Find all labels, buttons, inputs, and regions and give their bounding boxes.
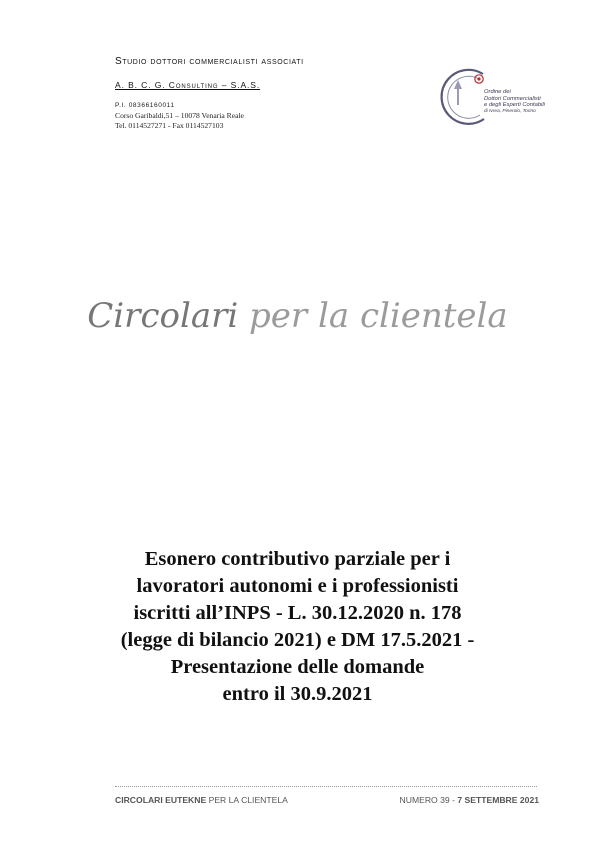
title-line-6: entro il 30.9.2021 [222, 683, 373, 705]
footer-issue-number: NUMERO 39 - [399, 795, 458, 805]
brand-wordmark [0, 296, 595, 336]
phone-fax-line: Tel. 0114527271 - Fax 0114527103 [115, 120, 224, 130]
footer-series-bold: CIRCOLARI EUTEKNE [115, 795, 207, 805]
ordine-logo-text [484, 89, 545, 115]
vat-number: P.I. 08366160011 [115, 102, 175, 109]
firm-name: A. B. C. G. Consulting – S.A.S. [115, 80, 261, 90]
footer-series-rest: PER LA CLIENTELA [206, 795, 288, 805]
logo-line-4: di Ivrea, Pinerolo, Torino [484, 108, 536, 114]
footer-series [115, 795, 288, 805]
title-line-4: (legge di bilancio 2021) e DM 17.5.2021 - [120, 629, 475, 651]
footer-issue-date: 7 SETTEMBRE 2021 [457, 795, 539, 805]
document-title [100, 546, 495, 708]
brand-word-clientela: per la clientela [249, 296, 508, 336]
title-line-1: Esonero contributivo parziale per i [144, 548, 451, 570]
footer-issue [400, 795, 539, 805]
address-line: Corso Garibaldi,51 – 10078 Venaria Reale [115, 111, 244, 120]
title-line-2: lavoratori autonomi e i professionisti [136, 575, 459, 597]
logo-line-2: Dottori Commercialisti [484, 95, 541, 102]
footer-divider [115, 786, 537, 787]
title-line-5: Presentazione delle domande [170, 656, 425, 678]
studio-heading: Studio dottori commercialisti associati [115, 56, 304, 67]
brand-word-circolari: Circolari [87, 296, 239, 336]
contact-block [115, 111, 244, 130]
logo-line-3: e degli Esperti Contabili [484, 102, 545, 109]
logo-line-1: Ordine dei [484, 89, 511, 95]
title-line-3: iscritti all’INPS - L. 30.12.2020 n. 178 [133, 602, 462, 624]
